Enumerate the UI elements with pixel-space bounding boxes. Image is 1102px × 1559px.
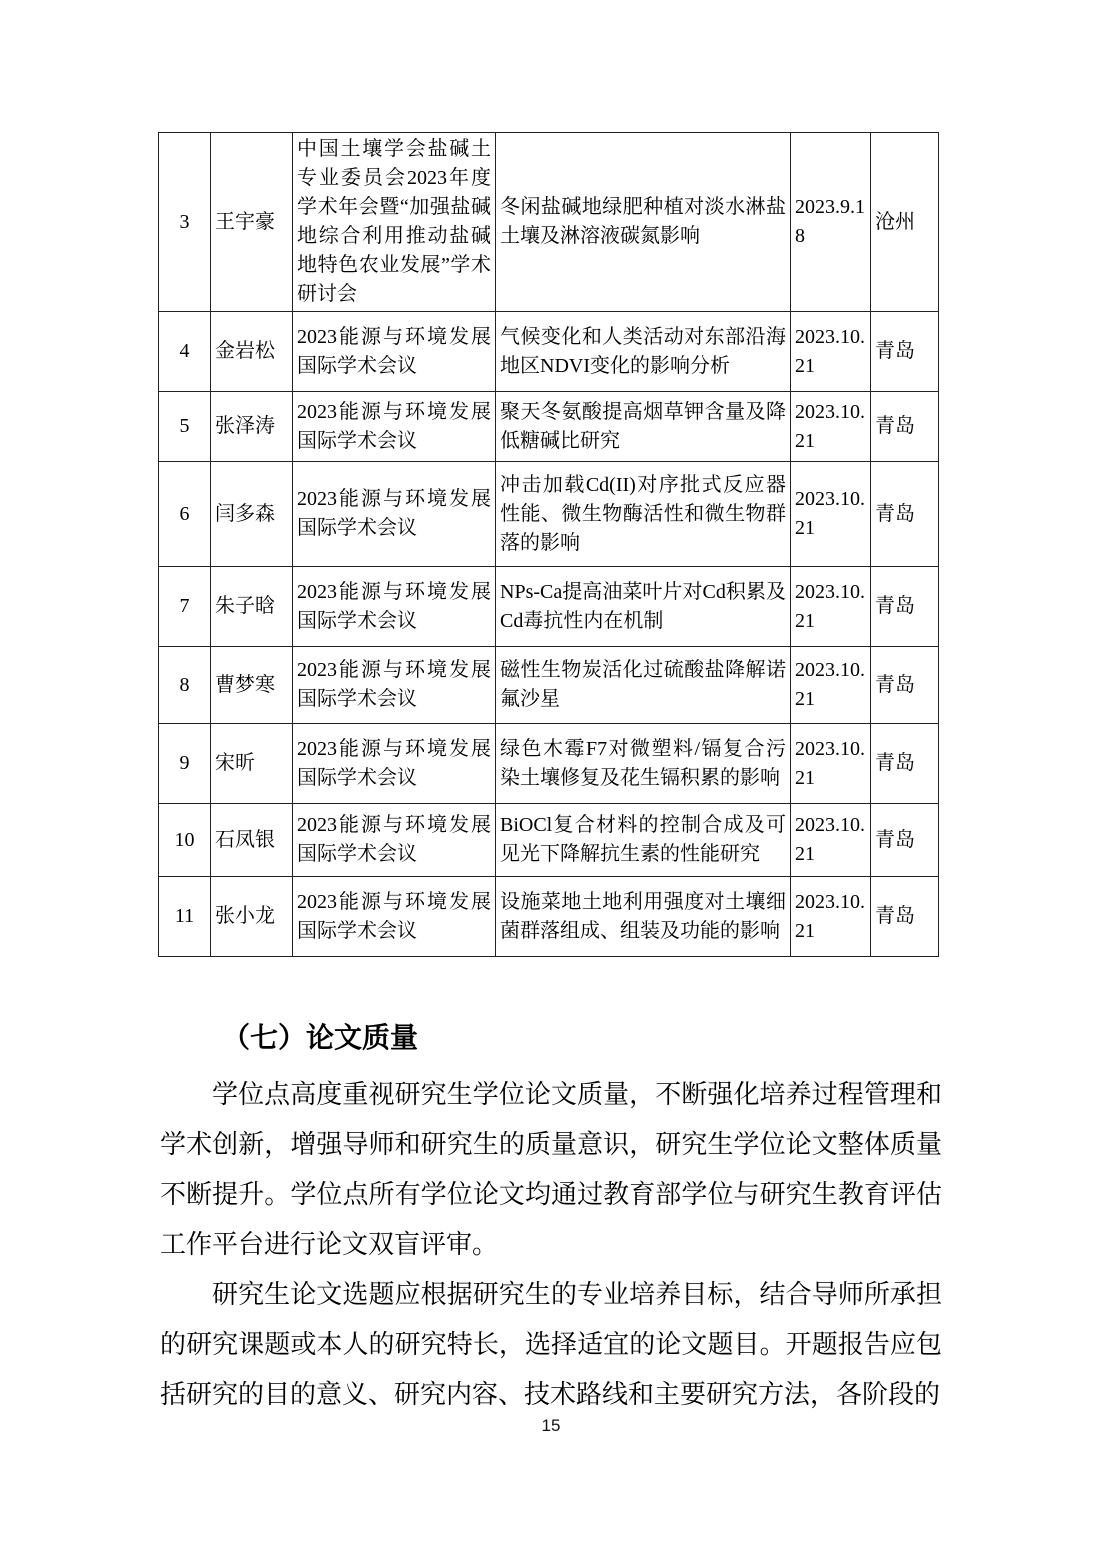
page-number: 15 [541,1416,561,1435]
cell-title: BiOCl复合材料的控制合成及可见光下降解抗生素的性能研究 [496,804,791,877]
cell-title: 冬闲盐碱地绿肥种植对淡水淋盐土壤及淋溶液碳氮影响 [496,133,791,312]
cell-name: 朱子晗 [211,567,293,647]
cell-name: 王宇豪 [211,133,293,312]
cell-title: 绿色木霉F7对微塑料/镉复合污染土壤修复及花生镉积累的影响 [496,724,791,804]
cell-location: 青岛 [871,567,939,647]
table-row [159,567,939,647]
cell-date: 2023.10.21 [791,392,871,462]
cell-date: 2023.9.18 [791,133,871,312]
cell-number: 11 [159,877,211,957]
cell-location: 青岛 [871,462,939,567]
cell-location: 青岛 [871,724,939,804]
cell-conference: 2023能源与环境发展国际学术会议 [293,462,496,567]
paragraph-topic-selection: 研究生论文选题应根据研究生的专业培养目标，结合导师所承担的研究课题或本人的研究特长，选择适宜的论文题目。开题报告应包括研究的目的意义、研究内容、技术路线和主要研究方法，各阶段的 [160,1280,942,1409]
table-row [159,392,939,462]
cell-number: 5 [159,392,211,462]
cell-name: 张小龙 [211,877,293,957]
cell-number: 10 [159,804,211,877]
cell-date: 2023.10.21 [791,462,871,567]
cell-conference: 中国土壤学会盐碱土专业委员会2023年度学术年会暨“加强盐碱地综合利用推动盐碱地特色农业发展”学术研讨会 [293,133,496,312]
cell-conference: 2023能源与环境发展国际学术会议 [293,877,496,957]
cell-location: 青岛 [871,804,939,877]
table-row [159,462,939,567]
cell-title: 冲击加载Cd(II)对序批式反应器性能、微生物酶活性和微生物群落的影响 [496,462,791,567]
cell-conference: 2023能源与环境发展国际学术会议 [293,647,496,724]
cell-title: 气候变化和人类活动对东部沿海地区NDVI变化的影响分析 [496,312,791,392]
cell-name: 张泽涛 [211,392,293,462]
cell-name: 曹梦寒 [211,647,293,724]
conference-table [158,132,939,957]
cell-number: 3 [159,133,211,312]
paragraph-thesis-quality: 学位点高度重视研究生学位论文质量，不断强化培养过程管理和学术创新，增强导师和研究生的质量意识，研究生学位论文整体质量不断提升。学位点所有学位论文均通过教育部学位与研究生教育评估工作平台进行论文双盲评审。 [160,1080,942,1259]
cell-conference: 2023能源与环境发展国际学术会议 [293,312,496,392]
cell-name: 金岩松 [211,312,293,392]
cell-conference: 2023能源与环境发展国际学术会议 [293,724,496,804]
cell-conference: 2023能源与环境发展国际学术会议 [293,392,496,462]
table-row [159,877,939,957]
cell-date: 2023.10.21 [791,312,871,392]
conference-table-body [159,133,939,957]
table-row [159,647,939,724]
cell-number: 9 [159,724,211,804]
cell-title: 磁性生物炭活化过硫酸盐降解诺氟沙星 [496,647,791,724]
cell-date: 2023.10.21 [791,877,871,957]
cell-number: 6 [159,462,211,567]
cell-date: 2023.10.21 [791,804,871,877]
cell-number: 4 [159,312,211,392]
cell-date: 2023.10.21 [791,647,871,724]
cell-location: 青岛 [871,392,939,462]
cell-number: 7 [159,567,211,647]
cell-conference: 2023能源与环境发展国际学术会议 [293,567,496,647]
cell-name: 石凤银 [211,804,293,877]
table-row [159,133,939,312]
cell-location: 青岛 [871,647,939,724]
cell-location: 青岛 [871,312,939,392]
cell-name: 闫多森 [211,462,293,567]
table-row [159,804,939,877]
cell-date: 2023.10.21 [791,567,871,647]
cell-location: 青岛 [871,877,939,957]
table-row [159,724,939,804]
cell-number: 8 [159,647,211,724]
cell-conference: 2023能源与环境发展国际学术会议 [293,804,496,877]
cell-location: 沧州 [871,133,939,312]
cell-title: 设施菜地土地利用强度对土壤细菌群落组成、组装及功能的影响 [496,877,791,957]
cell-date: 2023.10.21 [791,724,871,804]
cell-title: NPs-Ca提高油菜叶片对Cd积累及Cd毒抗性内在机制 [496,567,791,647]
table-row [159,312,939,392]
section-heading: （七）论文质量 [222,1022,419,1053]
cell-title: 聚天冬氨酸提高烟草钾含量及降低糖碱比研究 [496,392,791,462]
cell-name: 宋昕 [211,724,293,804]
